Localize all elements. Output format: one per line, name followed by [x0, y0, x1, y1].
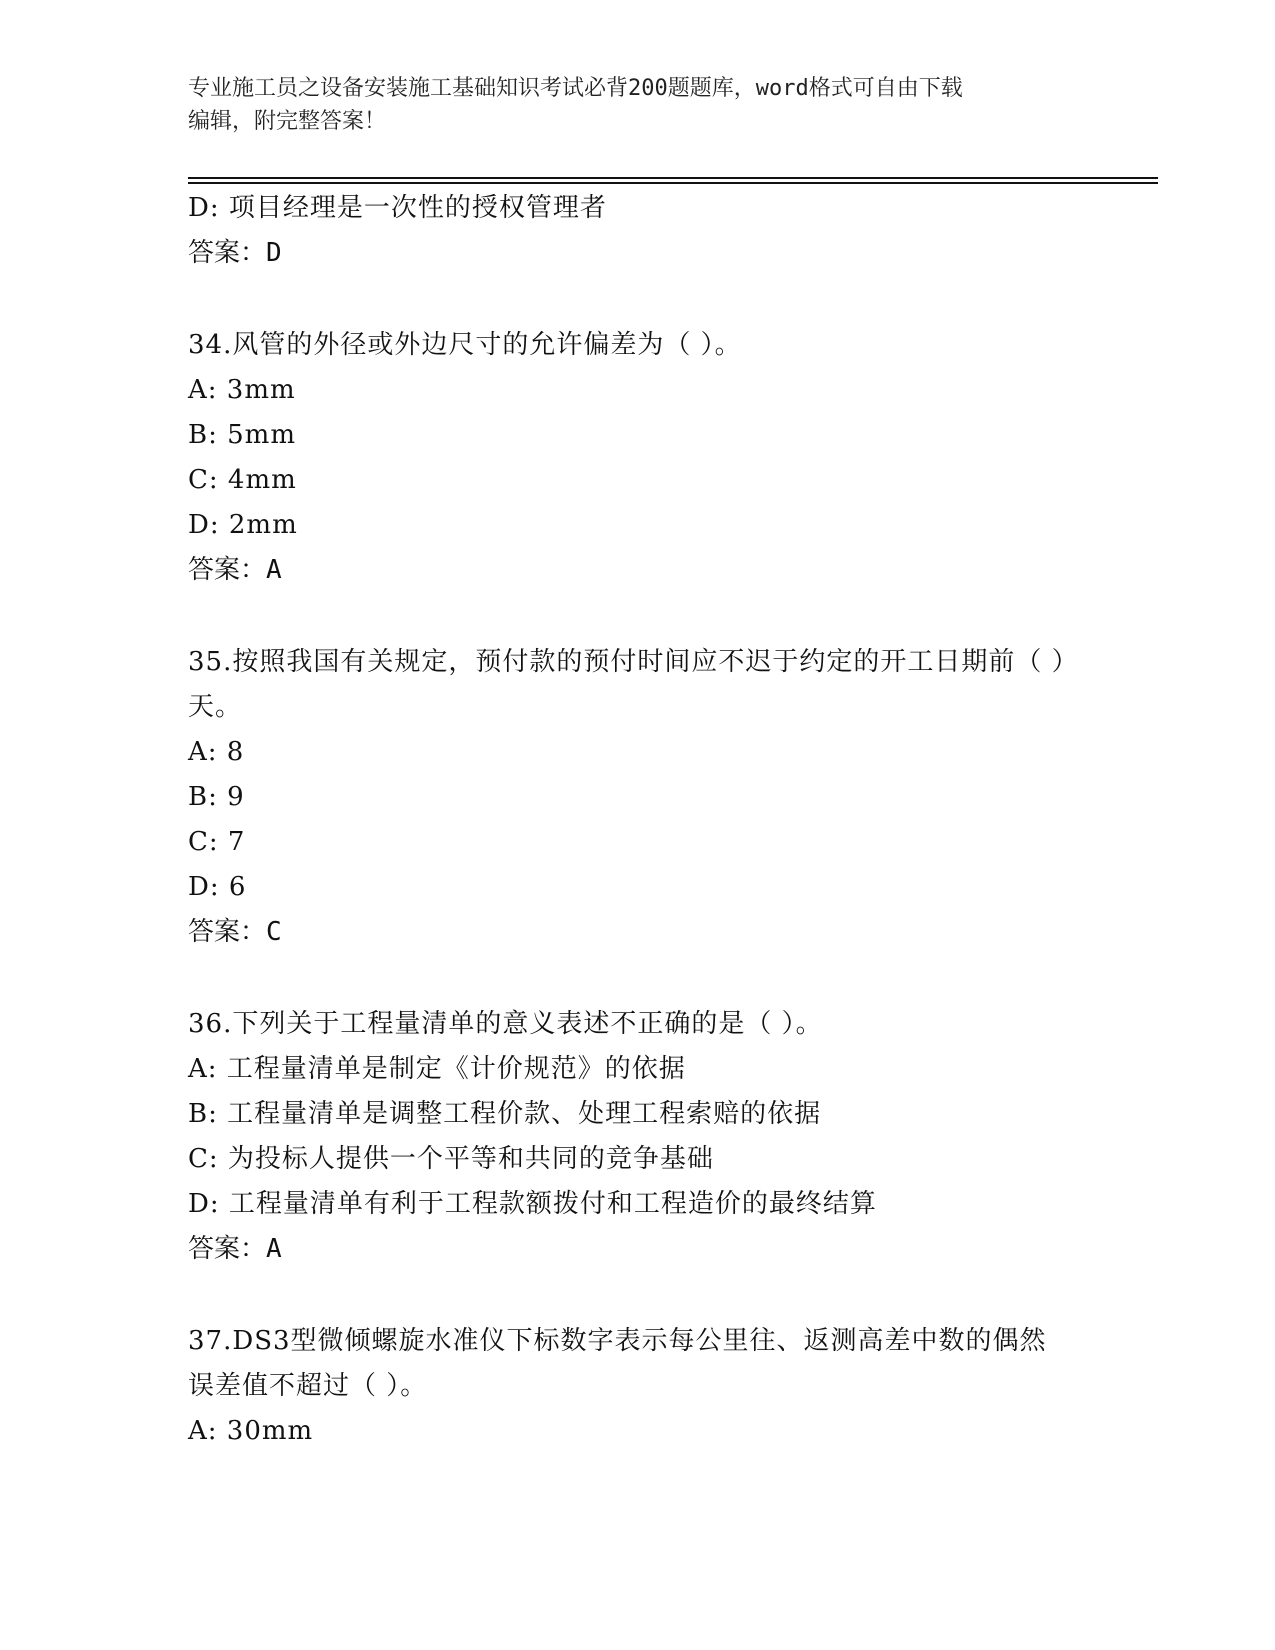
question-34 [188, 323, 1088, 593]
option-a: A: 3mm [188, 375, 296, 405]
question-stem: 36.下列关于工程量清单的意义表述不正确的是（ ）。 [188, 1009, 823, 1039]
question-answer: 答案：A [188, 555, 282, 585]
question-stem: 34.风管的外径或外边尺寸的允许偏差为（ ）。 [188, 330, 742, 360]
question-37 [188, 1319, 1088, 1454]
option-a: A: 8 [188, 737, 245, 767]
option-d: D: 工程量清单有利于工程款额拨付和工程造价的最终结算 [188, 1189, 877, 1219]
header-divider-bottom [188, 182, 1158, 184]
question-36 [188, 1002, 1088, 1272]
question-list [188, 186, 1088, 1454]
question-35 [188, 640, 1088, 955]
question-answer: 答案：C [188, 917, 282, 947]
option-d: D: 6 [188, 872, 247, 902]
prev-question-answer: 答案：D [188, 238, 282, 268]
option-b: B: 工程量清单是调整工程价款、处理工程索赔的依据 [188, 1099, 822, 1129]
question-stem: 35.按照我国有关规定，预付款的预付时间应不迟于约定的开工日期前（ ）天。 [188, 647, 1066, 722]
document-header [188, 72, 1068, 138]
option-b: B: 5mm [188, 420, 296, 450]
option-a: A: 30mm [188, 1416, 314, 1446]
option-a: A: 工程量清单是制定《计价规范》的依据 [188, 1054, 686, 1084]
option-c: C: 为投标人提供一个平等和共同的竞争基础 [188, 1144, 714, 1174]
question-stem: 37.DS3型微倾螺旋水准仪下标数字表示每公里往、返测高差中数的偶然误差值不超过（ ）。 [188, 1326, 1047, 1401]
option-b: B: 9 [188, 782, 245, 812]
header-divider-top [188, 177, 1158, 179]
option-c: C: 7 [188, 827, 246, 857]
option-c: C: 4mm [188, 465, 297, 495]
question-answer: 答案：A [188, 1234, 282, 1264]
header-title-line-2: 编辑，附完整答案！ [188, 109, 387, 134]
header-title-line-1: 专业施工员之设备安装施工基础知识考试必背200题题库，word格式可自由下载 [188, 76, 963, 101]
option-d: D: 2mm [188, 510, 298, 540]
prev-question-option-d: D: 项目经理是一次性的授权管理者 [188, 193, 607, 223]
